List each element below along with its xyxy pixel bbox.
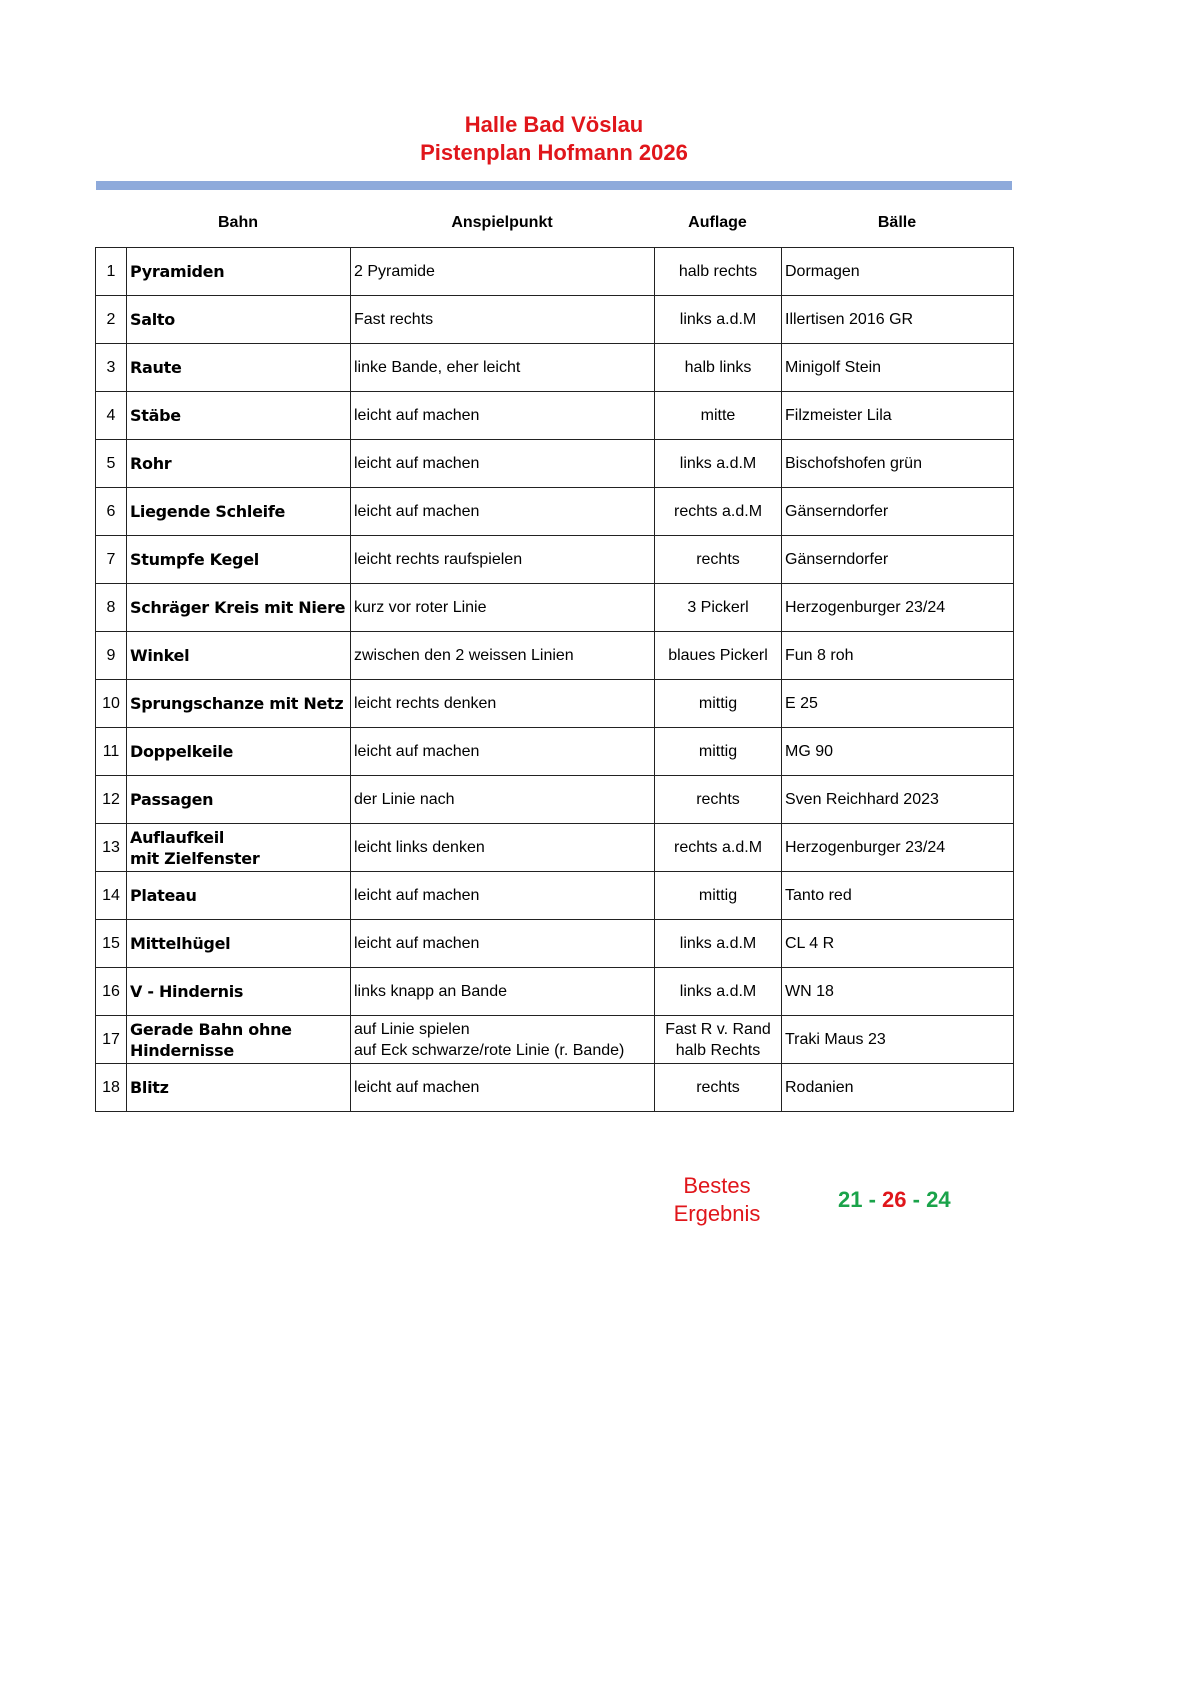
target-point-line: leicht auf machen [354,887,480,904]
row-number: 3 [96,344,127,392]
course-name-line: Stumpfe Kegel [130,550,259,569]
course-name-line: Winkel [130,646,190,665]
best-result-score [838,1186,951,1214]
target-point [351,824,655,872]
course-name-line: Liegende Schleife [130,502,286,521]
target-point [351,584,655,632]
ball-choice: CL 4 R [782,920,1014,968]
table-row [96,680,1014,728]
course-name [127,488,351,536]
placement [655,776,782,824]
course-name-line: V - Hindernis [130,982,244,1001]
placement-line: halb rechts [678,263,758,280]
placement [655,392,782,440]
row-number: 17 [96,1016,127,1064]
row-number: 7 [96,536,127,584]
table-row [96,536,1014,584]
course-name-line: Plateau [130,886,197,905]
course-name [127,680,351,728]
target-point-line: leicht auf machen [354,743,480,760]
placement [655,440,782,488]
placement-line: links a.d.M [679,311,757,328]
placement [655,920,782,968]
target-point-line: leicht rechts raufspielen [354,551,523,568]
course-name [127,1016,351,1064]
table-row [96,1064,1014,1112]
target-point [351,440,655,488]
course-name [127,1064,351,1112]
target-point-line: auf Linie spielen [354,1020,470,1038]
course-name-line: Raute [130,358,182,377]
placement-line: rechts [696,551,740,568]
target-point-line: auf Eck schwarze/rote Linie (r. Bande) [354,1041,625,1059]
placement [655,968,782,1016]
placement-line: rechts a.d.M [673,839,763,856]
header-divider-bar [96,181,1012,190]
score-separator-2: - [906,1187,927,1212]
course-name [127,776,351,824]
table-row [96,968,1014,1016]
placement-line: links a.d.M [679,983,757,1000]
score-separator-1: - [862,1187,883,1212]
table-row [96,440,1014,488]
course-name [127,968,351,1016]
placement [655,488,782,536]
course-name-line: Hindernisse [130,1040,234,1060]
column-header-bahn: Bahn [218,214,258,231]
course-name-line: Mittelhügel [130,934,231,953]
row-number: 15 [96,920,127,968]
row-number: 5 [96,440,127,488]
table-row [96,392,1014,440]
ball-choice: Rodanien [782,1064,1014,1112]
target-point-line: 2 Pyramide [354,263,435,280]
target-point-line: zwischen den 2 weissen Linien [354,647,574,664]
column-header-baelle: Bälle [877,214,917,231]
course-name-line: Auflaufkeil [130,827,225,847]
target-point-line: leicht links denken [354,839,485,856]
course-name [127,296,351,344]
placement [655,248,782,296]
table-row [96,296,1014,344]
placement [655,680,782,728]
course-name-line: Stäbe [130,406,181,425]
placement [655,728,782,776]
ball-choice: Gänserndorfer [782,536,1014,584]
target-point-line: links knapp an Bande [354,983,507,1000]
table-row [96,584,1014,632]
course-name [127,728,351,776]
target-point [351,488,655,536]
row-number: 12 [96,776,127,824]
target-point [351,1016,655,1064]
placement-line: halb links [684,359,752,376]
course-name [127,584,351,632]
course-name-line: Sprungschanze mit Netz [130,694,344,713]
document-title: Halle Bad Vöslau [464,112,644,137]
target-point [351,632,655,680]
column-header-anspielpunkt: Anspielpunkt [451,214,553,231]
placement [655,536,782,584]
ball-choice: Gänserndorfer [782,488,1014,536]
row-number: 1 [96,248,127,296]
ball-choice: Illertisen 2016 GR [782,296,1014,344]
target-point [351,392,655,440]
ball-choice: Fun 8 roh [782,632,1014,680]
placement [655,872,782,920]
placement-line: mittig [698,887,738,904]
table-row [96,776,1014,824]
table-row [96,824,1014,872]
placement [655,1016,782,1064]
ball-choice: Tanto red [782,872,1014,920]
best-result-label-line2: Ergebnis [673,1201,761,1226]
placement-line: mittig [698,695,738,712]
course-name [127,392,351,440]
target-point-line: der Linie nach [354,791,455,808]
row-number: 6 [96,488,127,536]
target-point [351,680,655,728]
ball-choice: Traki Maus 23 [782,1016,1014,1064]
score-round-1: 21 [838,1187,863,1212]
score-round-3: 24 [926,1187,951,1212]
table-row [96,344,1014,392]
target-point-line: leicht auf machen [354,503,480,520]
target-point [351,1064,655,1112]
placement [655,296,782,344]
target-point-line: linke Bande, eher leicht [354,359,521,376]
target-point-line: leicht auf machen [354,455,480,472]
row-number: 18 [96,1064,127,1112]
target-point [351,536,655,584]
ball-choice: Herzogenburger 23/24 [782,824,1014,872]
course-name-line: Salto [130,310,175,329]
table-row [96,728,1014,776]
ball-choice: Filzmeister Lila [782,392,1014,440]
course-name-line: Gerade Bahn ohne [130,1019,292,1039]
course-name-line: mit Zielfenster [130,848,260,868]
table-row [96,872,1014,920]
course-name [127,248,351,296]
best-result-label [660,1172,774,1228]
row-number: 2 [96,296,127,344]
course-name [127,632,351,680]
target-point-line: leicht auf machen [354,935,480,952]
row-number: 4 [96,392,127,440]
course-name [127,536,351,584]
course-name-line: Passagen [130,790,214,809]
placement-line: 3 Pickerl [687,599,749,616]
target-point [351,344,655,392]
placement-line: mittig [698,743,738,760]
table-row [96,632,1014,680]
ball-choice: Bischofshofen grün [782,440,1014,488]
ball-choice: E 25 [782,680,1014,728]
placement-line: halb Rechts [675,1041,761,1059]
course-name-line: Schräger Kreis mit Niere [130,598,346,617]
row-number: 8 [96,584,127,632]
target-point-line: kurz vor roter Linie [354,599,487,616]
course-name-line: Blitz [130,1078,169,1097]
target-point [351,248,655,296]
target-point-line: Fast rechts [354,311,434,328]
ball-choice: Sven Reichhard 2023 [782,776,1014,824]
row-number: 10 [96,680,127,728]
placement [655,824,782,872]
placement [655,344,782,392]
placement-line: blaues Pickerl [668,647,768,664]
ball-choice: WN 18 [782,968,1014,1016]
placement-line: rechts [696,1079,740,1096]
target-point [351,728,655,776]
placement [655,1064,782,1112]
row-number: 14 [96,872,127,920]
row-number: 9 [96,632,127,680]
course-name [127,872,351,920]
score-round-2: 26 [882,1187,907,1212]
table-row [96,248,1014,296]
table-row [96,920,1014,968]
course-name [127,824,351,872]
placement [655,632,782,680]
row-number: 13 [96,824,127,872]
course-name [127,344,351,392]
course-name [127,440,351,488]
placement [655,584,782,632]
target-point [351,872,655,920]
course-name-line: Pyramiden [130,262,225,281]
placement-line: rechts a.d.M [673,503,763,520]
ball-choice: Dormagen [782,248,1014,296]
target-point [351,296,655,344]
course-name [127,920,351,968]
ball-choice: MG 90 [782,728,1014,776]
table-row [96,1016,1014,1064]
placement-line: links a.d.M [679,935,757,952]
course-plan-table [95,247,1014,1112]
ball-choice: Herzogenburger 23/24 [782,584,1014,632]
ball-choice: Minigolf Stein [782,344,1014,392]
target-point-line: leicht rechts denken [354,695,497,712]
row-number: 16 [96,968,127,1016]
course-plan-body [96,248,1014,1112]
row-number: 11 [96,728,127,776]
placement-line: Fast R v. Rand [665,1020,771,1038]
placement-line: rechts [696,791,740,808]
best-result-label-line1: Bestes [683,1173,751,1198]
target-point-line: leicht auf machen [354,1079,480,1096]
target-point [351,776,655,824]
placement-line: links a.d.M [679,455,757,472]
course-name-line: Rohr [130,454,172,473]
placement-line: mitte [700,407,736,424]
target-point-line: leicht auf machen [354,407,480,424]
table-row [96,488,1014,536]
target-point [351,968,655,1016]
document-subtitle: Pistenplan Hofmann 2026 [420,140,688,165]
target-point [351,920,655,968]
column-header-auflage: Auflage [688,214,747,231]
course-name-line: Doppelkeile [130,742,234,761]
